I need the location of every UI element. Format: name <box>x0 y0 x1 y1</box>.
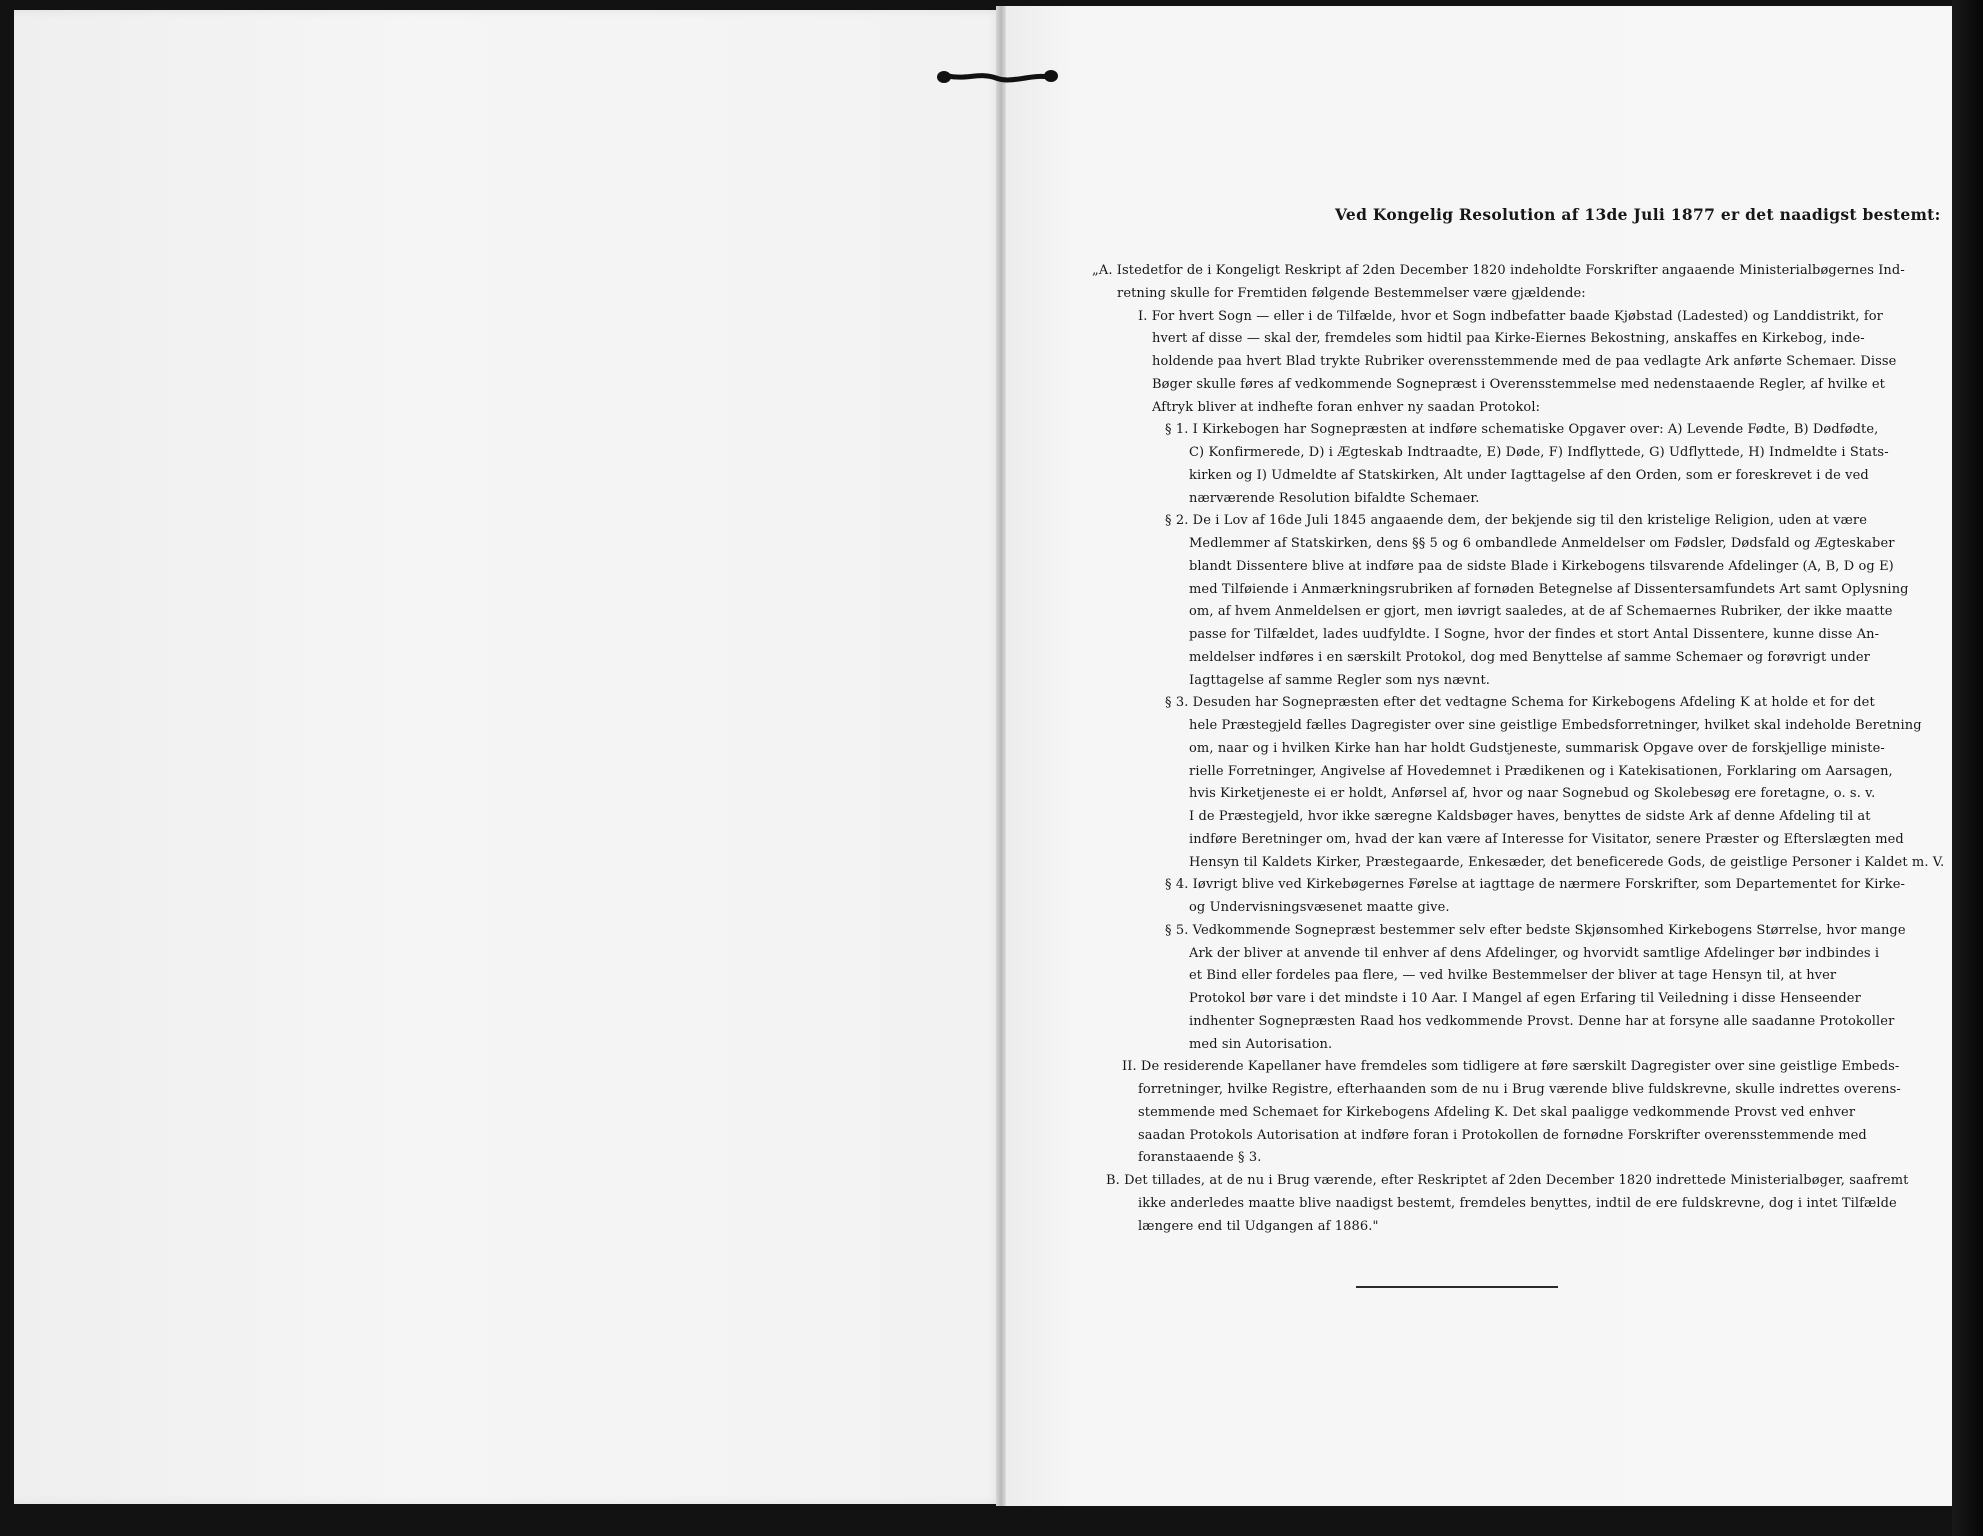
text-line: indhenter Sognepræsten Raad hos vedkommende Provst. Denne har at forsyne alle saadanne Protokoller <box>1189 1013 1895 1029</box>
book-spine <box>996 6 1006 1506</box>
text-line: hvert af disse — skal der, fremdeles som hidtil paa Kirke-Eiernes Bekostning, anskaffes en Kirkebog, inde- <box>1152 331 1865 347</box>
text-line: Medlemmer af Statskirken, dens §§ 5 og 6 ombandlede Anmeldelser om Fødsler, Dødsfald og Ægteskaber <box>1189 536 1895 551</box>
text-line: forretninger, hvilke Registre, efterhaanden som de nu i Brug værende blive fuldskrevne, skulle indrettes overens- <box>1138 1082 1901 1097</box>
text-line: om, af hvem Anmeldelsen er gjort, men iøvrigt saaledes, at de af Schemaernes Rubriker, der ikke maatte <box>1189 604 1893 620</box>
text-line: „A. Istedetfor de i Kongeligt Reskript af 2den December 1820 indeholdte Forskrifter angaaende Ministerialbøgernes Ind- <box>1092 263 1905 278</box>
text-line: passe for Tilfældet, lades uudfyldte. I Sogne, hvor der findes et stort Antal Dissentere, kunne disse An- <box>1189 627 1880 642</box>
text-line: Protokol bør vare i det mindste i 10 Aar. I Mangel af egen Erfaring til Veiledning i disse Henseender <box>1189 991 1861 1006</box>
text-line: Iagttagelse af samme Regler som nys nævnt. <box>1189 672 1491 688</box>
text-line: § 2. De i Lov af 16de Juli 1845 angaaende dem, der bekjende sig til den kristelige Religion, uden at være <box>1165 513 1868 529</box>
text-line: § 3. Desuden har Sognepræsten efter det vedtagne Schema for Kirkebogens Afdeling K at holde et for det <box>1165 695 1875 711</box>
text-line: Bøger skulle føres af vedkommende Sognepræst i Overensstemmelse med nedenstaaende Regler, af hvilke et <box>1152 376 1886 392</box>
text-line: længere end til Udgangen af 1886." <box>1138 1218 1379 1234</box>
text-line: Aftryk bliver at indhefte foran enhver ny saadan Protokol: <box>1152 399 1541 415</box>
text-line: om, naar og i hvilken Kirke han har holdt Gudstjeneste, summarisk Opgave over de forskjellige ministe- <box>1189 740 1885 756</box>
text-line: hvis Kirketjeneste ei er holdt, Anførsel af, hvor og naar Sognebud og Skolebesøg ere foretagne, o. s. v. <box>1189 786 1876 802</box>
text-line: § 4. Iøvrigt blive ved Kirkebøgernes Førelse at iagttage de nærmere Forskrifter, som Departementet for Kirke- <box>1165 877 1906 893</box>
text-line: og Undervisningsvæsenet maatte give. <box>1189 900 1450 915</box>
binding-thread-icon <box>936 66 1060 88</box>
text-line: Ark der bliver at anvende til enhver af dens Afdelinger, og hvorvidt samtlige Afdelinger bør indbindes i <box>1189 945 1880 961</box>
scan-edge <box>1952 0 1983 1536</box>
text-line: blandt Dissentere blive at indføre paa de sidste Blade i Kirkebogens tilsvarende Afdelinger (A, B, D og E) <box>1189 558 1894 574</box>
text-line: C) Konfirmerede, D) i Ægteskab Indtraadte, E) Døde, F) Indflyttede, G) Udflyttede, H) Indmeldte i Stats- <box>1189 445 1889 460</box>
text-line: kirken og I) Udmeldte af Statskirken, Alt under Iagttagelse af den Orden, som er foreskrevet i de ved <box>1189 467 1869 483</box>
left-page-blank <box>14 10 1002 1504</box>
text-line: med Tilføiende i Anmærkningsrubriken af fornøden Betegnelse af Dissentersamfundets Art samt Oplysning <box>1189 581 1909 597</box>
text-line: I. For hvert Sogn — eller i de Tilfælde, hvor et Sogn indbefatter baade Kjøbstad (Ladested) og Landdistrikt, for <box>1138 308 1883 324</box>
text-line: med sin Autorisation. <box>1189 1036 1333 1052</box>
text-line: meldelser indføres i en særskilt Protokol, dog med Benyttelse af samme Schemaer og forøvrigt under <box>1189 649 1870 665</box>
text-line: ikke anderledes maatte blive naadigst bestemt, fremdeles benyttes, indtil de ere fuldskrevne, dog i intet Tilfælde <box>1138 1195 1897 1211</box>
text-line: I de Præstegjeld, hvor ikke særegne Kaldsbøger haves, benyttes de sidste Ark af denne Afdeling til at <box>1189 809 1871 824</box>
text-line: holdende paa hvert Blad trykte Rubriker overensstemmende med de paa vedlagte Ark anførte Schemaer. Disse <box>1152 354 1897 369</box>
text-line: retning skulle for Fremtiden følgende Bestemmelser være gjældende: <box>1117 285 1586 301</box>
closing-rule <box>1356 1286 1558 1288</box>
text-line: et Bind eller fordeles paa flere, — ved hvilke Bestemmelser der bliver at tage Hensyn til, at hver <box>1189 968 1837 984</box>
text-line: saadan Protokols Autorisation at indføre foran i Protokollen de fornødne Forskrifter overensstemmende med <box>1138 1127 1867 1143</box>
text-line: § 5. Vedkommende Sognepræst bestemmer selv efter bedste Skjønsomhed Kirkebogens Størrelse, hvor mange <box>1165 922 1906 938</box>
text-line: B. Det tillades, at de nu i Brug værende, efter Reskriptet af 2den December 1820 indrettede Ministerialbøger, saafremt <box>1106 1173 1909 1188</box>
text-line: foranstaaende § 3. <box>1138 1150 1262 1166</box>
text-line: indføre Beretninger om, hvad der kan være af Interesse for Visitator, senere Præster og Efterslægten med <box>1189 831 1904 847</box>
text-line: hele Præstegjeld fælles Dagregister over sine geistlige Embedsforretninger, hvilket skal indeholde Beretning <box>1189 718 1922 733</box>
page-title: Ved Kongelig Resolution af 13de Juli 1877 er det naadigst bestemt: <box>1335 205 1941 224</box>
text-line: stemmende med Schemaet for Kirkebogens Afdeling K. Det skal paaligge vedkommende Provst ved enhver <box>1138 1104 1856 1120</box>
text-line: rielle Forretninger, Angivelse af Hovedemnet i Prædikenen og i Katekisationen, Forklaring om Aarsagen, <box>1189 763 1893 779</box>
text-line: nærværende Resolution bifaldte Schemaer. <box>1189 490 1480 506</box>
text-line: § 1. I Kirkebogen har Sognepræsten at indføre schematiske Opgaver over: A) Levende Fødte, B) Dødfødte, <box>1165 422 1879 438</box>
text-line: Hensyn til Kaldets Kirker, Præstegaarde, Enkesæder, det beneficerede Gods, de geistlige Personer i Kaldet m. V. <box>1189 854 1945 870</box>
text-line: II. De residerende Kapellaner have fremdeles som tidligere at føre særskilt Dagregister over sine geistlige Embeds- <box>1122 1059 1900 1075</box>
